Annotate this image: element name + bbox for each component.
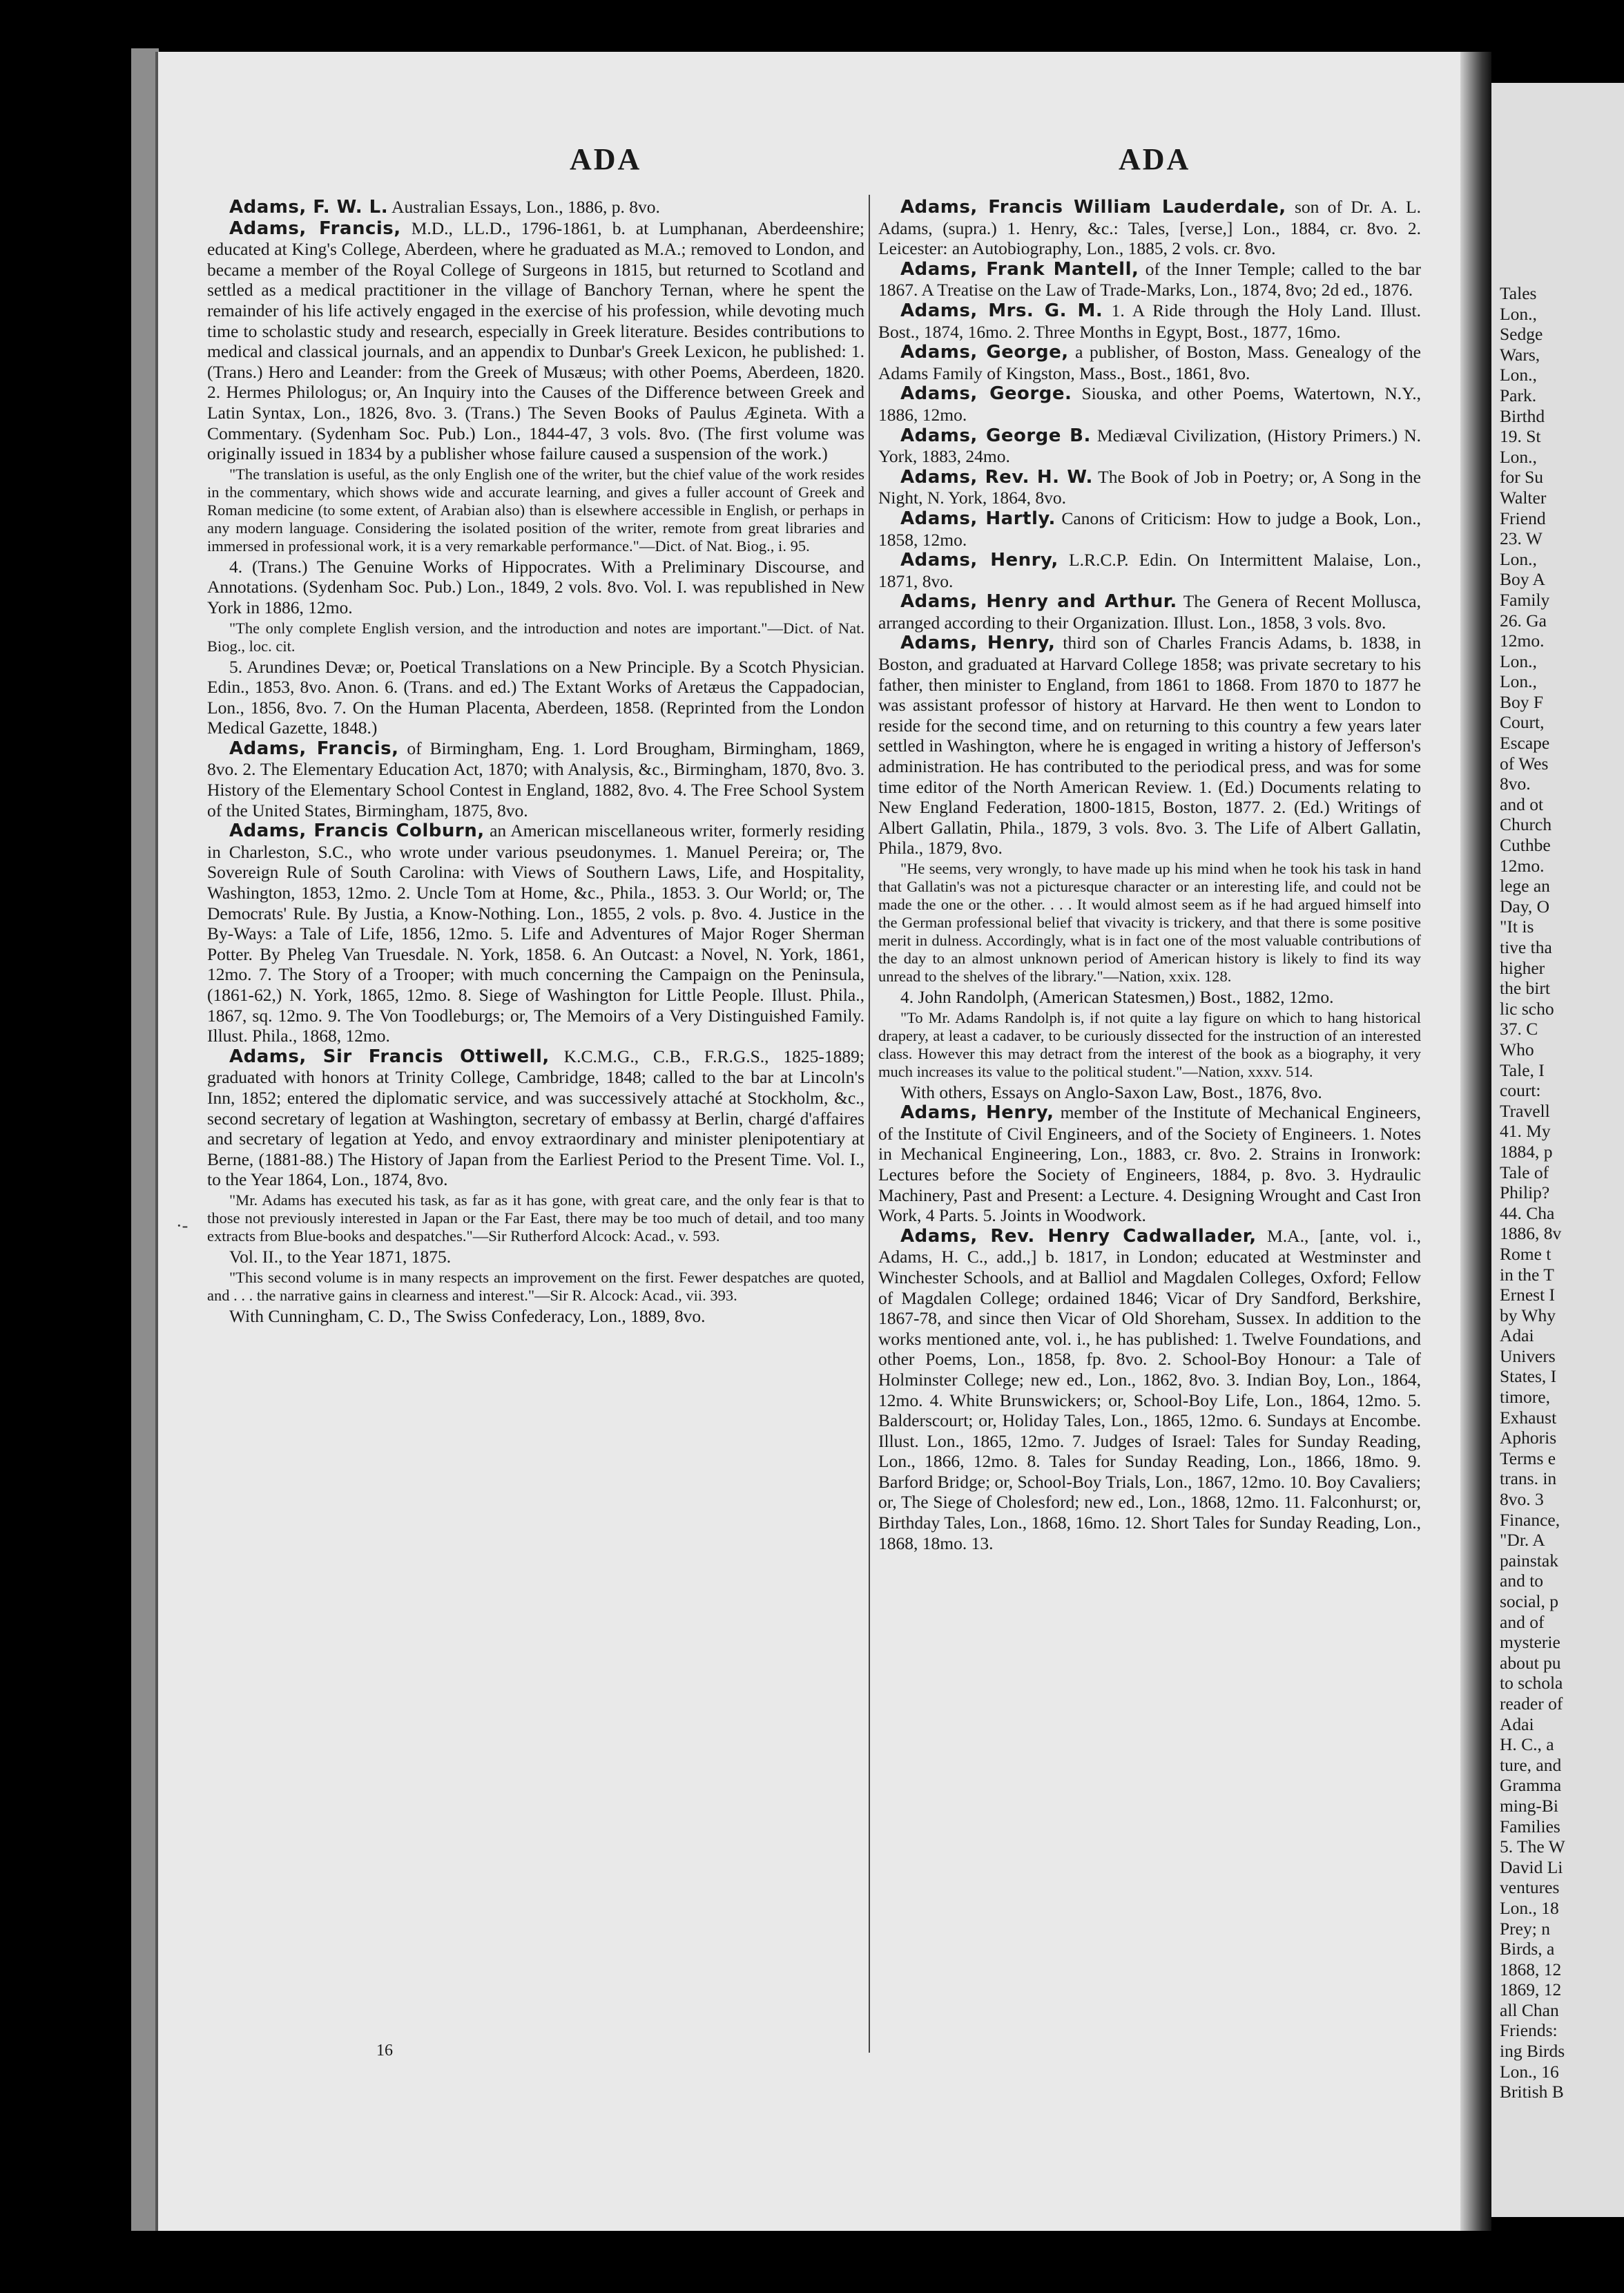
quotation xyxy=(207,1269,864,1305)
entry-text: 5. Arundines Devæ; or, Poetical Translations on a New Principle. By a Scotch Physician. Edin., 1853, 8vo. Anon. 6. (Trans. and ed.) The Extant Works of Aretæus the Cappadocian, Lon., 1856, 8vo. 7. On the Human Placenta, Aberdeen, 1858. (Reprinted from the London Medical Gazette, 1848.) xyxy=(207,656,864,738)
entry-text: L.R.C.P. Edin. On Intermittent Malaise, Lon., 1871, 8vo. xyxy=(878,550,1421,591)
dictionary-entry xyxy=(878,342,1421,383)
entry-text: 1. A Ride through the Holy Land. Illust. Bost., 1874, 16mo. 2. Three Months in Egypt, Bost., 1877, 16mo. xyxy=(878,300,1421,342)
entry-text: Australian Essays, Lon., 1886, p. 8vo. xyxy=(388,197,660,217)
entry-text: The Genera of Recent Mollusca, arranged according to their Organization. Illust. Lon., 1858, 3 vols. 8vo. xyxy=(878,591,1421,633)
entry-text: an American miscellaneous writer, formerly residing in Charleston, S.C., who wrote under various pseudonymes. 1. Manuel Pereira; or, The Sovereign Rule of South Carolina: with Views of Southern Laws, Life, and Hospitality, Washington, 1853, 12mo. 2. Uncle Tom at Home, &c., Phila., 1853. 3. Our World; or, The Democrats' Rule. By Justia, a Know-Nothing. Lon., 1855, 2 vols. p. 8vo. 4. Justice in the By-Ways: a Tale of Life, 1856, 12mo. 5. Life and Adventures of Major Roger Sherman Potter. By Pheleg Van Truesdale. N. York, 1858. 6. An Outcast: a Novel, N. York, 1861, 12mo. 7. The Story of a Trooper; with much concerning the Campaign on the Peninsula, (1861-62,) N. York, 1865, 12mo. 8. Siege of Washington for Little People. Illust. Phila., 1867, sq. 12mo. 9. The Von Toodleburgs; or, The Memoirs of a Very Distinguished Family. Illust. Phila., 1868, 12mo. xyxy=(207,821,864,1046)
entry-headword: Adams, Henry, xyxy=(900,1102,1054,1124)
entry-headword: Adams, F. W. L. xyxy=(229,197,389,218)
dictionary-entry xyxy=(207,218,864,464)
entry-headword: Adams, George. xyxy=(900,383,1072,405)
entry-headword: Adams, Francis, xyxy=(229,218,401,239)
entry-headword: Adams, Henry, xyxy=(900,550,1058,571)
dictionary-entry xyxy=(207,197,864,218)
margin-mark: ·- xyxy=(176,1216,188,1236)
quotation xyxy=(207,466,864,555)
dictionary-entry xyxy=(878,259,1421,300)
entry-continuation xyxy=(878,987,1421,1008)
entry-headword: Adams, Mrs. G. M. xyxy=(900,300,1103,321)
entry-continuation xyxy=(878,1082,1421,1103)
entry-continuation xyxy=(207,657,864,738)
entry-text: Siouska, and other Poems, Watertown, N.Y., 1886, 12mo. xyxy=(878,383,1421,425)
entry-headword: Adams, Francis Colburn, xyxy=(229,821,485,842)
entry-text: "He seems, very wrongly, to have made up his mind when he took his task in hand that Gallatin's was not a picturesque character or an interesting life, and could not be made the one or the other. . . . It would almost seem as if he had argued himself into the German professional belief that vivacity is trickery, and that there is some positive merit in dulness. Accordingly, what is in fact one of the most valuable contributions of the day to an almost unknown period of American history is likely to find its way unread to the shelves of the library."—Nation, xxix. 128. xyxy=(878,860,1421,985)
entry-text: With others, Essays on Anglo-Saxon Law, Bost., 1876, 8vo. xyxy=(900,1082,1322,1102)
entry-text: son of Dr. A. L. Adams, (supra.) 1. Henry, &c.: Tales, [verse,] Lon., 1884, cr. 8vo. 2. Leicester: an Autobiography, Lon., 1885, 2 vols. cr. 8vo. xyxy=(878,197,1422,259)
next-page-edge xyxy=(1491,83,1624,2217)
dictionary-entry xyxy=(207,1046,864,1190)
quotation xyxy=(207,620,864,655)
quotation xyxy=(878,860,1421,986)
left-column xyxy=(207,197,864,1326)
dictionary-entry xyxy=(878,300,1421,342)
entry-text: 4. John Randolph, (American Statesmen,) Bost., 1882, 12mo. xyxy=(900,987,1334,1007)
entry-headword: Adams, Frank Mantell, xyxy=(900,258,1139,280)
entry-text: a publisher, of Boston, Mass. Genealogy of the Adams Family of Kingston, Mass., Bost., 1861, 8vo. xyxy=(878,342,1421,383)
dictionary-entry xyxy=(878,383,1421,425)
dictionary-entry xyxy=(207,821,864,1046)
entry-text: of the Inner Temple; called to the bar 1867. A Treatise on the Law of Trade-Marks, Lon., 1874, 8vo; 2d ed., 1876. xyxy=(878,258,1421,300)
page-number: 16 xyxy=(376,2042,393,2060)
entry-text: Canons of Criticism: How to judge a Book, Lon., 1858, 12mo. xyxy=(878,508,1422,550)
dictionary-entry xyxy=(878,633,1421,858)
entry-text: "This second volume is in many respects an improvement on the first. Fewer despatches are quoted, and . . . the narrative gains in clearness and interest."—Sir R. Alcock: Acad., vii. 393. xyxy=(207,1268,864,1304)
entry-continuation xyxy=(207,1247,864,1267)
dictionary-entry xyxy=(878,197,1421,259)
entry-text: Mediæval Civilization, (History Primers.) N. York, 1883, 24mo. xyxy=(878,425,1421,467)
running-head-right: ADA xyxy=(1119,142,1191,176)
entry-headword: Adams, Hartly. xyxy=(900,508,1056,529)
next-page-text: Tales Lon., Sedge Wars, Lon., Park. Birthd 19. St Lon., for Su Walter Friend 23. W Lon., Boy A Family 26. Ga 12mo. Lon., Lon., Boy F Court, Escape of Wes 8vo. and ot Church Cuthbe 12mo. lege an Day, O "It is tive tha higher the birt lic scho 37. C Who Tale, I court: Travell 41. My 1884, p Tale of Philip? 44. Cha 1886, 8v Rome t in the T Ernest I by Why Adai Univers States, I timore, Exhaust Aphoris Terms e trans. in 8vo. 3 Finance, "Dr. A painstak and to social, p and of mysterie about pu to schola reader of Adai H. C., a ture, and Gramma ming-Bi Families 5. The W David Li ventures Lon., 18 Prey; n Birds, a 1868, 12 1869, 12 all Chan Friends: ing Birds Lon., 16 British B xyxy=(1500,283,1565,2102)
dictionary-entry xyxy=(878,425,1421,467)
book-gutter xyxy=(1460,52,1491,2231)
dictionary-entry xyxy=(878,591,1421,633)
entry-headword: Adams, George, xyxy=(900,342,1069,363)
quotation xyxy=(207,1191,864,1245)
entry-text: M.A., [ante, vol. i., Adams, H. C., add.,] b. 1817, in London; educated at Westminster and Winchester Schools, and at Balliol and Magdalen Colleges, Oxford; Fellow of Magdalen College; ordained 1846; Vicar of Dry Sandford, Berkshire, 1867-78, and since then Vicar of Old Shoreham, Sussex. In addition to the works mentioned ante, vol. i., he has published: 1. Twelve Foundations, and other Poems, Lon., 1858, fp. 8vo. 2. School-Boy Honour: a Tale of Holminster College; new ed., Lon., 1862, 8vo. 3. Indian Boy, Lon., 1864, 12mo. 4. White Brunswickers; or, School-Boy Life, Lon., 1864, 12mo. 5. Balderscourt; or, Holiday Tales, Lon., 1865, 12mo. 6. Sundays at Encombe. Illust. Lon., 1865, 12mo. 7. Judges of Israel: Tales for Sunday Reading, Lon., 1866, 12mo. 8. Tales for Sunday Reading, Lon., 1866, 18mo. 9. Barford Bridge; or, School-Boy Trials, Lon., 1867, 12mo. 10. Boy Cavaliers; or, The Siege of Cholesford; new ed., Lon., 1868, 12mo. 11. Falconhurst; or, Birthday Tales, Lon., 1868, 16mo. 12. Short Tales for Sunday Reading, Lon., 1868, 18mo. 13. xyxy=(878,1225,1421,1553)
entry-headword: Adams, Rev. Henry Cadwallader, xyxy=(900,1225,1257,1247)
entry-headword: Adams, Sir Francis Ottiwell, xyxy=(229,1046,550,1067)
entry-text: 4. (Trans.) The Genuine Works of Hippocrates. With a Preliminary Discourse, and Annotations. (Sydenham Soc. Pub.) Lon., 1849, 2 vols. 8vo. Vol. I. was republished in New York in 1886, 12mo. xyxy=(207,556,864,617)
dictionary-entry xyxy=(878,508,1421,550)
entry-text: M.D., LL.D., 1796-1861, b. at Lumphanan, Aberdeenshire; educated at King's College, Aberdeen, where he graduated as M.A.; removed to London, and became a member of the Royal College of Surgeons in 1815, but returned to Scotland and settled as a medical practitioner in the village of Banchory Ternan, where he spent the remainder of his life actively engaged in the exercise of his profession, while devoting much time to scholastic study and research, especially in Greek literature. Besides contributions to medical and classical journals, and an appendix to Dunbar's Greek Lexicon, he published: 1. (Trans.) Hero and Leander: from the Greek of Musæus; with other Poems, Aberdeen, 1820. 2. Hermes Philologus; or, An Inquiry into the Causes of the Difference between Greek and Latin Syntax, Lon., 1826, 8vo. 3. (Trans.) The Seven Books of Paulus Ægineta. With a Commentary. (Sydenham Soc. Pub.) Lon., 1844-47, 3 vols. 8vo. (The first volume was originally issued in 1834 by a publisher whose failure caused a suspension of the work.) xyxy=(207,218,864,464)
dictionary-entry xyxy=(878,1102,1421,1226)
entry-text: With Cunningham, C. D., The Swiss Confederacy, Lon., 1889, 8vo. xyxy=(229,1305,706,1326)
running-head-left: ADA xyxy=(570,142,642,176)
entry-text: "To Mr. Adams Randolph is, if not quite a lay figure on which to hang historical drapery, at least a cadaver, to be curiously dissected for the instruction of an interested class. However this may detract from the interest of the book as a biography, it very much increases its value to the political student."—Nation, xxxv. 514. xyxy=(878,1008,1421,1080)
entry-text: "The translation is useful, as the only English one of the writer, but the chief value of the work resides in the commentary, which shows wide and accurate learning, and gives a fuller account of Greek and Roman medicine (to some extent, of Arabian also) than is elsewhere accessible in English, or perhaps in any modern language. Considering the isolated position of the writer, remote from great libraries and immersed in professional work, it is a very remarkable performance."—Dict. of Nat. Biog., i. 95. xyxy=(207,465,864,555)
entry-text: third son of Charles Francis Adams, b. 1838, in Boston, and graduated at Harvard College 1858; was private secretary to his father, then minister to England, from 1861 to 1868. From 1870 to 1877 he was assistant professor of history at Harvard. He then went to London to reside for the second time, and on returning to this country a few years later settled in Washington, where he is engaged in writing a history of Jefferson's administration. He has contributed to the periodical press, and was for some time editor of the North American Review. 1. (Ed.) Documents relating to New England Federation, 1800-1815, Boston, 1877. 2. (Ed.) Writings of Albert Gallatin, Phila., 1879, 3 vols. 8vo. 3. The Life of Albert Gallatin, Phila., 1879, 8vo. xyxy=(878,633,1421,858)
entry-headword: Adams, Henry and Arthur. xyxy=(900,591,1177,613)
entry-text: K.C.M.G., C.B., F.R.G.S., 1825-1889; graduated with honors at Trinity College, Cambridge, 1848; called to the bar at Lincoln's Inn, 1852; entered the diplomatic service, and was successively attaché at Stockholm, &c., second secretary of legation at Washington, secretary of embassy at Berlin, chargé d'affaires and secretary of legation at Yedo, and envoy extraordinary and minister plenipotentiary at Berne, (1881-88.) The History of Japan from the Earliest Period to the Present Time. Vol. I., to the Year 1864, Lon., 1874, 8vo. xyxy=(207,1046,864,1190)
entry-text: "Mr. Adams has executed his task, as far as it has gone, with great care, and the only fear is that to those not previously interested in Japan or the Far East, there may be too much of detail, and too many extracts from Blue-books and despatches."—Sir Rutherford Alcock: Acad., v. 593. xyxy=(207,1191,864,1245)
entry-text: member of the Institute of Mechanical Engineers, of the Institute of Civil Engineers, and of the Society of Engineers. 1. Notes in Mechanical Engineering, Lon., 1883, cr. 8vo. 2. Strains in Ironwork: Lectures before the Society of Engineers, 1884, p. 8vo. 3. Hydraulic Machinery, Past and Present: a Lecture. 4. Designing Wrought and Cast Iron Work, 4 Parts. 5. Joints in Woodwork. xyxy=(878,1102,1421,1226)
entry-continuation xyxy=(207,1306,864,1327)
entry-text: Vol. II., to the Year 1871, 1875. xyxy=(229,1246,452,1267)
dictionary-entry xyxy=(878,467,1421,508)
entry-headword: Adams, George B. xyxy=(900,425,1091,446)
dictionary-entry xyxy=(207,738,864,821)
entry-headword: Adams, Francis William Lauderdale, xyxy=(900,197,1286,218)
right-column xyxy=(878,197,1421,1553)
entry-text: The Book of Job in Poetry; or, A Song in the Night, N. York, 1864, 8vo. xyxy=(878,466,1421,508)
quotation xyxy=(878,1009,1421,1081)
dictionary-entry xyxy=(878,1226,1421,1554)
dictionary-entry xyxy=(878,550,1421,591)
scan-edge-left xyxy=(131,48,159,2231)
column-divider xyxy=(869,195,870,2053)
entry-text: of Birmingham, Eng. 1. Lord Brougham, Birmingham, 1869, 8vo. 2. The Elementary Education Act, 1870; with Analysis, &c., Birmingham, 1870, 8vo. 3. History of the Elementary School Contest in England, 1882, 8vo. 4. The Free School System of the United States, Birmingham, 1875, 8vo. xyxy=(207,738,864,821)
entry-headword: Adams, Henry, xyxy=(900,633,1056,654)
entry-continuation xyxy=(207,557,864,618)
entry-headword: Adams, Francis, xyxy=(229,738,399,759)
entry-text: "The only complete English version, and the introduction and notes are important."—Dict. of Nat. Biog., loc. cit. xyxy=(207,619,864,655)
entry-headword: Adams, Rev. H. W. xyxy=(900,466,1093,488)
